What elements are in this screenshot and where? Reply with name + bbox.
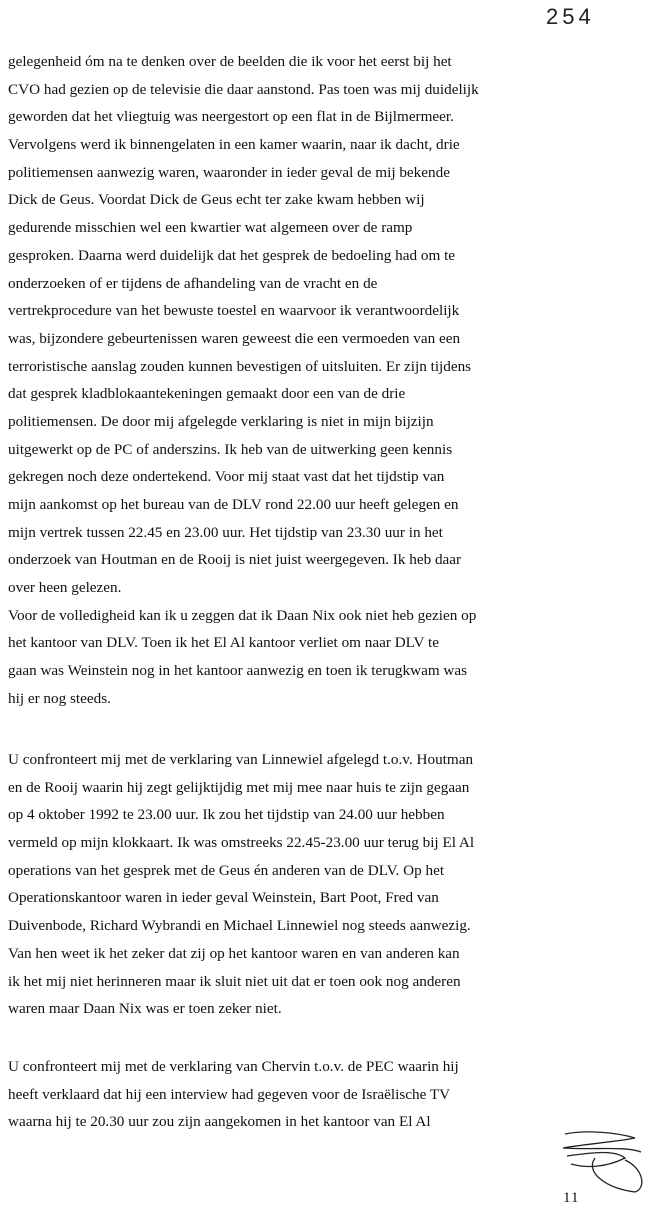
- text-line: terroristische aanslag zouden kunnen bevestigen of uitsluiten. Er zijn tijdens: [8, 357, 472, 375]
- text-line: op 4 oktober 1992 te 23.00 uur. Ik zou het tijdstip van 24.00 uur hebben: [8, 806, 445, 824]
- text-line: CVO had gezien op de televisie die daar aanstond. Pas toen was mij duidelijk: [8, 80, 479, 98]
- text-line: mijn aankomst op het bureau van de DLV rond 22.00 uur heeft gelegen en: [8, 496, 459, 513]
- text-line: Voor de volledigheid kan ik u zeggen dat ik Daan Nix ook niet heb gezien op: [8, 606, 477, 624]
- text-line: vermeld op mijn klokkaart. Ik was omstreeks 22.45-23.00 uur terug bij El Al: [8, 834, 475, 852]
- paragraph-3: [8, 1053, 459, 1136]
- text-line: Duivenbode, Richard Wybrandi en Michael Linnewiel nog steeds aanwezig.: [8, 917, 471, 935]
- text-line: politiemensen aanwezig waren, waaronder in ieder geval de mij bekende: [8, 163, 450, 181]
- text-line: over heen gelezen.: [8, 579, 122, 597]
- text-line: het kantoor van DLV. Toen ik het El Al kantoor verliet om naar DLV te: [8, 634, 439, 652]
- text-line: Operationskantoor waren in ieder geval Weinstein, Bart Poot, Fred van: [8, 889, 439, 907]
- text-line: was, bijzondere gebeurtenissen waren geweest die een vermoeden van een: [8, 329, 461, 347]
- signature-icon: [555, 1128, 650, 1198]
- text-line: hij er nog steeds.: [8, 689, 111, 707]
- text-line: Vervolgens werd ik binnengelaten in een kamer waarin, naar ik dacht, drie: [8, 136, 460, 154]
- text-line: gelegenheid óm na te denken over de beelden die ik voor het eerst bij het: [8, 53, 452, 70]
- text-line: gekregen noch deze ondertekend. Voor mij staat vast dat het tijdstip van: [8, 468, 445, 486]
- text-line: waren maar Daan Nix was er toen zeker niet.: [8, 1000, 282, 1018]
- text-line: U confronteert mij met de verklaring van Linnewiel afgelegd t.o.v. Houtman: [8, 751, 474, 768]
- text-line: dat gesprek kladblokaantekeningen gemaakt door een van de drie: [8, 385, 406, 403]
- text-line: Van hen weet ik het zeker dat zij op het kantoor waren en van anderen kan: [8, 944, 460, 962]
- text-line: mijn vertrek tussen 22.45 en 23.00 uur. Het tijdstip van 23.30 uur in het: [8, 523, 443, 541]
- text-line: waarna hij te 20.30 uur zou zijn aangekomen in het kantoor van El Al: [8, 1113, 431, 1131]
- paragraph-2: [8, 746, 474, 1023]
- text-line: en de Rooij waarin hij zegt gelijktijdig met mij mee naar huis te zijn gegaan: [8, 778, 470, 796]
- text-line: U confronteert mij met de verklaring van Chervin t.o.v. de PEC waarin hij: [8, 1058, 459, 1075]
- text-line: Dick de Geus. Voordat Dick de Geus echt ter zake kwam hebben wij: [8, 191, 425, 209]
- page-number: 254: [546, 4, 595, 29]
- text-line: heeft verklaard dat hij een interview had gegeven voor de Israëlische TV: [8, 1085, 451, 1103]
- text-line: operations van het gesprek met de Geus én anderen van de DLV. Op het: [8, 861, 445, 879]
- text-line: vertrekprocedure van het bewuste toestel en waarvoor ik verantwoordelijk: [8, 302, 460, 320]
- text-line: geworden dat het vliegtuig was neergestort op een flat in de Bijlmermeer.: [8, 108, 454, 126]
- text-line: gesproken. Daarna werd duidelijk dat het gesprek de bedoeling had om te: [8, 246, 456, 264]
- text-line: onderzoek van Houtman en de Rooij is niet juist weergegeven. Ik heb daar: [8, 551, 462, 569]
- footer-number: 11: [563, 1190, 580, 1206]
- paragraph-1: [8, 48, 479, 713]
- text-line: gaan was Weinstein nog in het kantoor aanwezig en toen ik terugkwam was: [8, 662, 468, 680]
- text-line: ik het mij niet herinneren maar ik sluit niet uit dat er toen ook nog anderen: [8, 972, 461, 990]
- text-line: gedurende misschien wel een kwartier wat algemeen over de ramp: [8, 219, 413, 237]
- text-line: uitgewerkt op de PC of anderszins. Ik heb van de uitwerking geen kennis: [8, 440, 453, 458]
- text-line: onderzoeken of er tijdens de afhandeling van de vracht en de: [8, 274, 378, 292]
- text-line: politiemensen. De door mij afgelegde verklaring is niet in mijn bijzijn: [8, 412, 434, 430]
